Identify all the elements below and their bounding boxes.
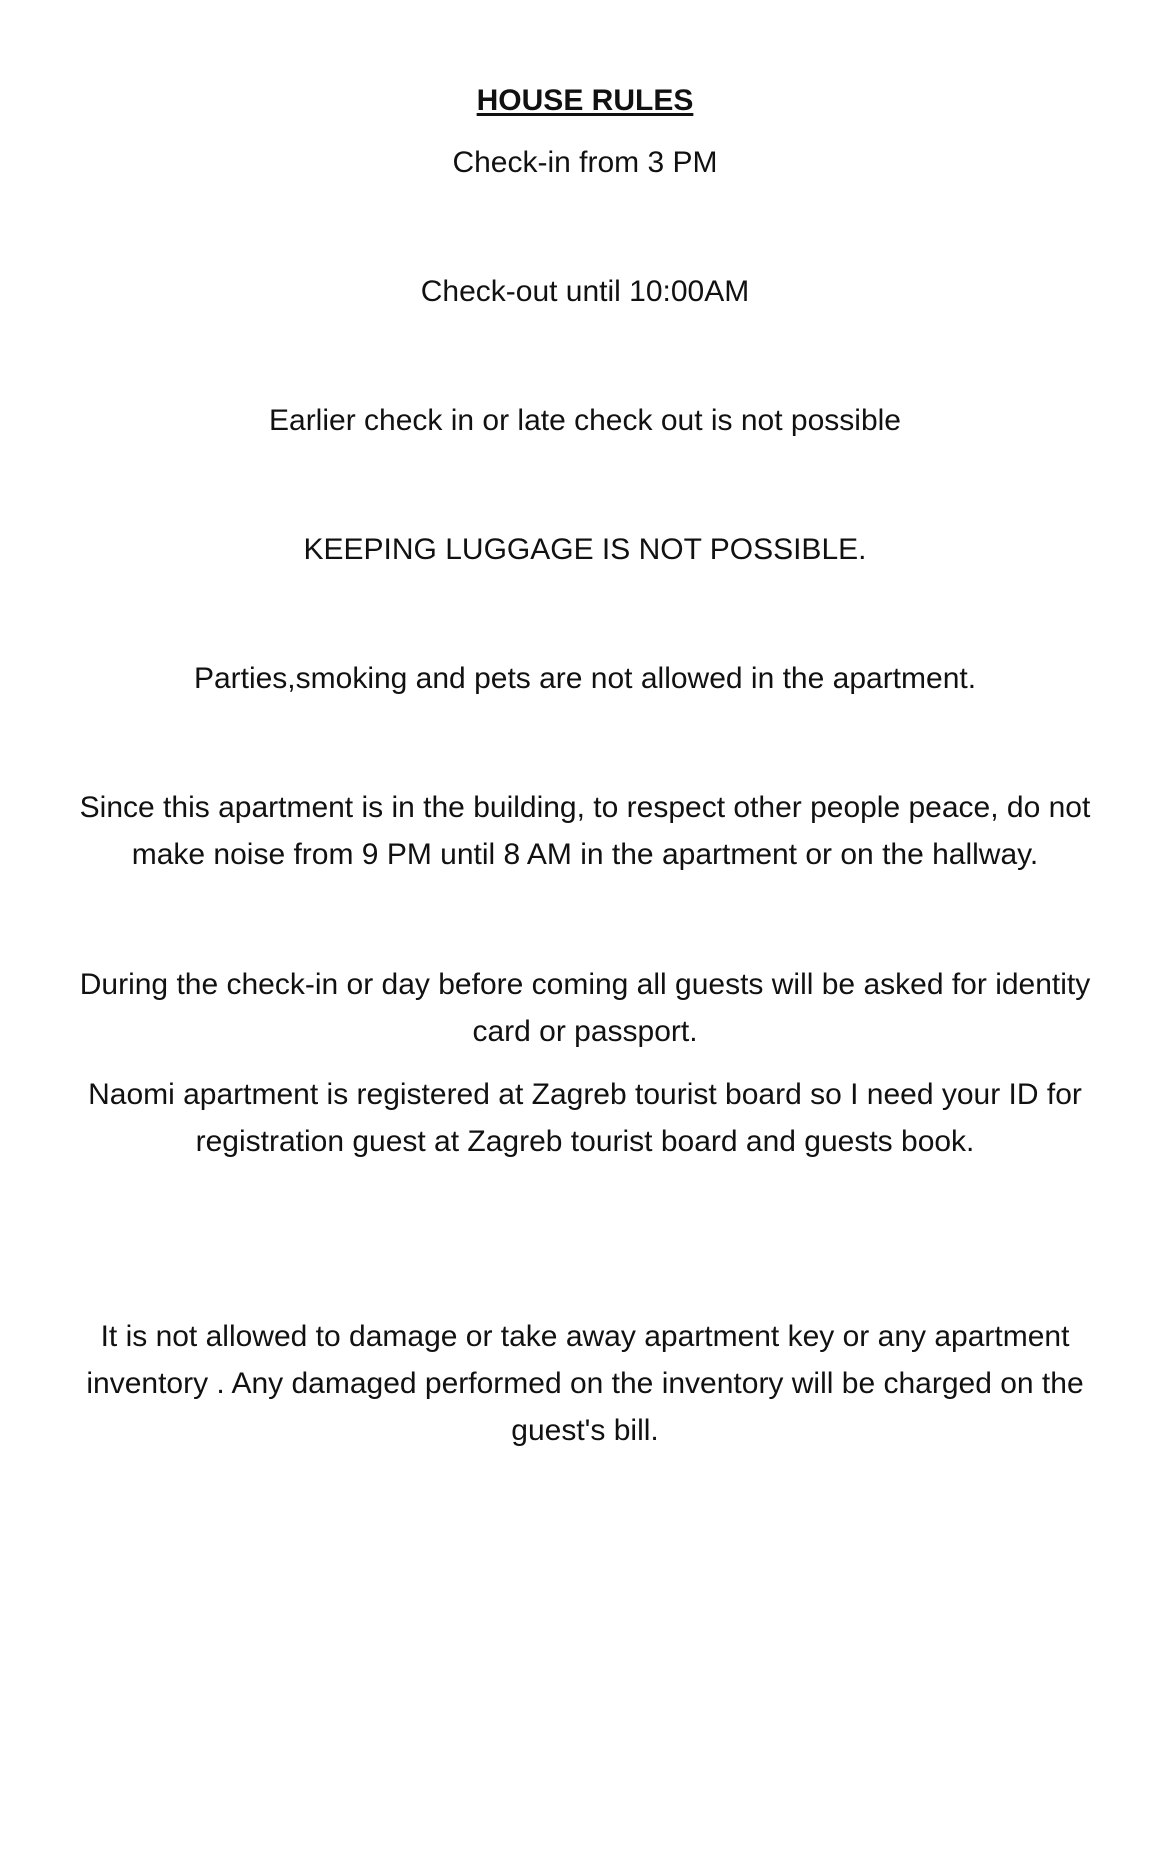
rule-registration-line-1: Naomi apartment is registered at Zagreb tourist board so I need your ID for (88, 1078, 1082, 1111)
rule-damage-line-2: inventory . Any damaged performed on the inventory will be charged on the (86, 1367, 1084, 1400)
rule-noise-line-2: make noise from 9 PM until 8 AM in the apartment or on the hallway. (131, 838, 1039, 871)
rule-damage-line-1: It is not allowed to damage or take away apartment key or any apartment (100, 1320, 1070, 1353)
rule-luggage: KEEPING LUGGAGE IS NOT POSSIBLE. (303, 533, 867, 566)
rule-check-in: Check-in from 3 PM (452, 146, 718, 179)
rule-noise-line-1: Since this apartment is in the building, to respect other people peace, do not (79, 791, 1091, 824)
document-title: HOUSE RULES (476, 84, 694, 117)
rule-identity-line-1: During the check-in or day before coming all guests will be asked for identity (79, 968, 1091, 1001)
rule-damage-line-3: guest's bill. (511, 1414, 659, 1447)
rule-identity-line-2: card or passport. (472, 1015, 698, 1048)
rule-check-out: Check-out until 10:00AM (420, 275, 750, 308)
rule-parties-smoking-pets: Parties,smoking and pets are not allowed in the apartment. (193, 662, 977, 695)
rule-registration-line-2: registration guest at Zagreb tourist board and guests book. (195, 1125, 975, 1158)
rule-early-late: Earlier check in or late check out is not possible (269, 404, 901, 437)
